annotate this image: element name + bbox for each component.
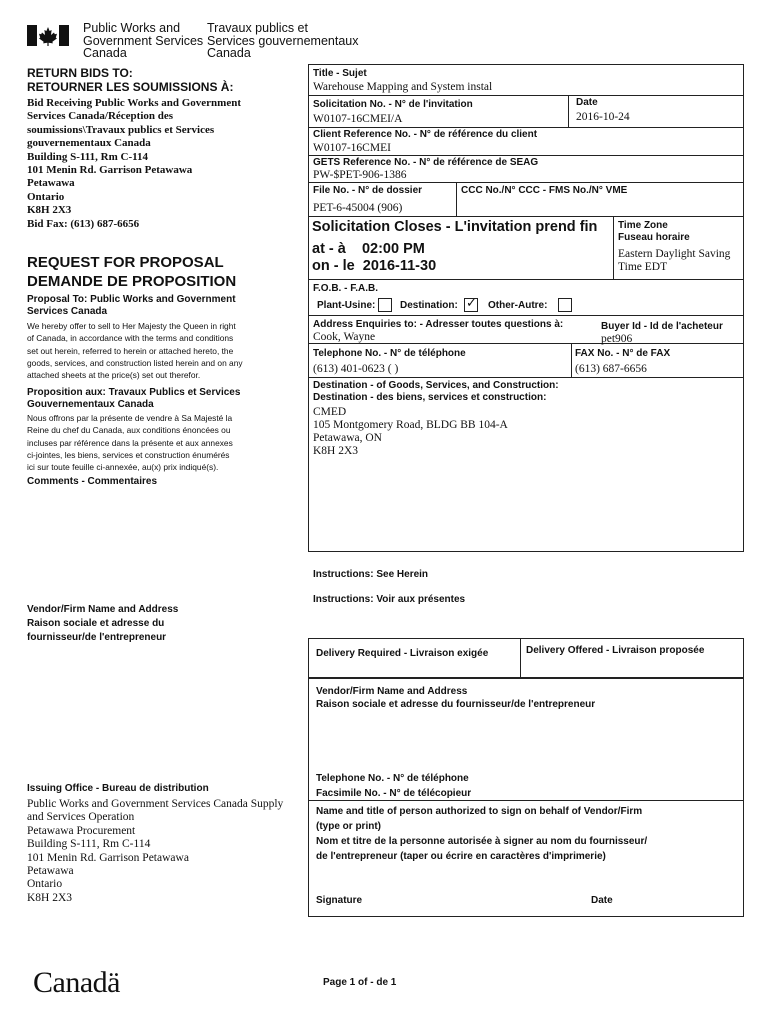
return-address-line: soumissions\Travaux publics et Services [27, 123, 215, 136]
offer-text-fr [27, 412, 233, 473]
return-bids-heading-en: RETURN BIDS TO: [27, 66, 133, 80]
proposal-to-label [27, 294, 236, 318]
client-ref-value: W0107-16CMEI [313, 142, 391, 154]
divider [308, 95, 743, 96]
other-checkbox[interactable] [558, 298, 572, 312]
department-name-en [83, 22, 203, 60]
divider [613, 216, 614, 279]
offer-text-en [27, 320, 243, 381]
plant-label: Plant-Usine: [317, 300, 376, 311]
dept-fr-line: Services gouvernementaux [207, 33, 359, 48]
timezone-value-line: Eastern Daylight Saving [618, 248, 731, 260]
fax-value: (613) 687-6656 [575, 363, 647, 375]
timezone-value-line: Time EDT [618, 261, 668, 273]
divider [308, 155, 743, 156]
destination-goods-label [313, 380, 559, 404]
date-value: 2016-10-24 [576, 111, 630, 123]
vendor-left-line: Vendor/Firm Name and Address [27, 604, 179, 615]
vendor-box-line: Vendor/Firm Name and Address [316, 686, 468, 697]
divider [571, 343, 572, 377]
vendor-telephone-label: Telephone No. - N° de téléphone [316, 773, 469, 784]
plant-checkbox[interactable] [378, 298, 392, 312]
issuing-address-line: K8H 2X3 [27, 891, 73, 904]
return-address-line: gouvernementaux Canada [27, 137, 151, 150]
dept-en-line: Canada [83, 46, 127, 60]
offer-text-line: Nous offrons par la présente de vendre à Sa Majesté la [27, 413, 233, 423]
dept-en-line: Public Works and [83, 21, 181, 35]
dept-en-line: Government Services [83, 33, 204, 48]
timezone-label-en: Time Zone [618, 220, 668, 231]
authorized-person-line: Name and title of person authorized to sign on behalf of Vendor/Firm [316, 806, 643, 817]
destination-checkbox[interactable] [464, 298, 478, 312]
divider [568, 95, 569, 127]
title-value: Warehouse Mapping and System instal [313, 81, 493, 93]
vendor-name-left-label [27, 603, 178, 645]
offer-text-line: ci-jointes, les biens, services et construction énumérés [27, 449, 230, 460]
proposal-to-line: Services Canada [27, 306, 108, 317]
vendor-facsimile-label: Facsimile No. - N° de télécopieur [316, 788, 472, 799]
file-label: File No. - N° de dossier [313, 185, 423, 196]
return-address-line: K8H 2X3 [27, 204, 72, 217]
vendor-phone-label [316, 771, 471, 801]
gets-label: GETS Reference No. - N° de référence de SEAG [313, 157, 539, 168]
authorized-person-line: Nom et titre de la personne autorisée à signer au nom du fournisseur/ [316, 836, 648, 847]
solicitation-value: W0107-16CMEI/A [313, 113, 403, 125]
fax-label: FAX No. - N° de FAX [575, 348, 671, 359]
offer-text-line: ici sur toute feuille ci-annexée, au(x) prix indiqué(s). [27, 462, 219, 473]
instructions-fr: Instructions: Voir aux présentes [313, 594, 466, 605]
return-address-line: Services Canada/Réception des [27, 110, 174, 123]
vendor-box-line: Raison sociale et adresse du fournisseur/de l'entrepreneur [316, 699, 596, 710]
divider [308, 800, 743, 801]
vendor-name-label [316, 685, 595, 711]
timezone-value [618, 248, 730, 274]
dept-fr-line: Canada [207, 46, 251, 60]
rfp-title-fr: DEMANDE DE PROPOSITION [27, 273, 237, 290]
dept-fr-line: Travaux publics et [207, 21, 308, 35]
divider [308, 127, 743, 128]
date-label: Date [576, 97, 598, 108]
rfp-title-en: REQUEST FOR PROPOSAL [27, 254, 224, 271]
destination-address-line: Petawawa, ON [313, 432, 382, 444]
offer-text-line: of Canada, in accordance with the terms and conditions [27, 333, 234, 344]
buyer-label: Buyer Id - Id de l'acheteur [601, 321, 723, 332]
delivery-required-label: Delivery Required - Livraison exigée [316, 648, 489, 659]
on-label: on - le [312, 258, 355, 274]
proposition-aux-line: Gouvernementaux Canada [27, 399, 154, 410]
return-address-line: Building S-111, Rm C-114 [27, 150, 149, 163]
offer-text-line: incluses par référence dans la présente et aux annexes [27, 437, 233, 448]
proposal-to-line: Proposal To: Public Works and Government [27, 294, 236, 305]
authorized-person-label [316, 804, 647, 864]
issuing-address-line: Public Works and Government Services Canada Supply [27, 798, 284, 810]
return-address-line: Bid Fax: (613) 687-6656 [27, 217, 140, 230]
offer-text-line: set out herein, referred to herein or attached hereto, the [27, 345, 234, 356]
divider [308, 279, 743, 280]
signature-date-label: Date [591, 895, 613, 906]
divider [308, 377, 743, 378]
offer-text-line: We hereby offer to sell to Her Majesty the Queen in right [27, 321, 236, 331]
vendor-left-line: fournisseur/de l'entrepreneur [27, 632, 167, 643]
return-bids-heading-fr: RETOURNER LES SOUMISSIONS À: [27, 80, 234, 94]
file-value: PET-6-45004 (906) [313, 202, 403, 214]
proposition-aux-line: Proposition aux: Travaux Publics et Services [27, 387, 241, 398]
address-enquiries-value: Cook, Wayne [313, 331, 376, 343]
destination-goods-label-fr: Destination - des biens, services et construction: [313, 392, 547, 403]
telephone-value: (613) 401-0623 ( ) [313, 363, 399, 375]
timezone-label-fr: Fuseau horaire [618, 232, 690, 243]
issuing-office-label: Issuing Office - Bureau de distribution [27, 783, 209, 794]
destination-goods-label-en: Destination - of Goods, Services, and Construction: [313, 380, 559, 391]
proposition-aux-label [27, 387, 240, 411]
address-enquiries-label: Address Enquiries to: - Adresser toutes questions à: [313, 319, 564, 330]
telephone-label: Telephone No. - N° de téléphone [313, 348, 466, 359]
destination-address-line: 105 Montgomery Road, BLDG BB 104-A [313, 419, 508, 431]
solicitation-label: Solicitation No. - N° de l'invitation [313, 99, 473, 110]
offer-text-line: goods, services, and construction listed herein and on any [27, 357, 243, 368]
fob-label: F.O.B. - F.A.B. [313, 283, 378, 294]
divider [308, 216, 743, 217]
divider [520, 638, 521, 678]
instructions-en: Instructions: See Herein [313, 569, 429, 580]
divider [308, 315, 743, 316]
at-label: at - à [312, 241, 346, 257]
return-address-line: 101 Menin Rd. Garrison Petawawa [27, 164, 193, 177]
issuing-address-line: Petawawa Procurement [27, 824, 136, 837]
closing-time [312, 241, 425, 258]
page-number: Page 1 of - de 1 [323, 977, 397, 988]
offer-text-line: attached sheets at the price(s) set out therefor. [27, 370, 201, 381]
buyer-value: pet906 [601, 333, 633, 345]
checkmark-icon: ✓ [466, 296, 477, 311]
return-address-line: Bid Receiving Public Works and Government [27, 97, 242, 109]
department-name-fr [207, 22, 358, 60]
return-bids-address [27, 97, 241, 231]
ccc-label: CCC No./N° CCC - FMS No./N° VME [461, 185, 628, 196]
closing-time-value: 02:00 PM [361, 241, 425, 257]
rfp-title [27, 253, 236, 291]
authorized-person-line: de l'entrepreneur (taper ou écrire en caractères d'imprimerie) [316, 851, 606, 862]
divider [308, 182, 743, 183]
delivery-offered-label: Delivery Offered - Livraison proposée [526, 645, 705, 656]
other-label: Other-Autre: [488, 300, 548, 311]
destination-address-line: CMED [313, 406, 347, 418]
closing-date [312, 258, 436, 275]
issuing-address-line: 101 Menin Rd. Garrison Petawawa [27, 851, 189, 864]
authorized-person-line: (type or print) [316, 821, 381, 832]
divider [456, 182, 457, 216]
comments-label: Comments - Commentaires [27, 476, 158, 487]
offer-text-line: Reine du chef du Canada, aux conditions énoncées ou [27, 425, 231, 436]
closing-date-value: 2016-11-30 [362, 258, 437, 274]
destination-address-line: K8H 2X3 [313, 445, 359, 457]
destination-address [313, 406, 508, 458]
closes-label: Solicitation Closes - L'invitation prend fin [312, 219, 598, 235]
client-ref-label: Client Reference No. - N° de référence du client [313, 129, 538, 140]
issuing-address-line: Ontario [27, 878, 63, 891]
issuing-address-line: Petawawa [27, 865, 74, 878]
issuing-address-line: Building S-111, Rm C-114 [27, 838, 151, 851]
gets-value: PW-$PET-906-1386 [313, 169, 407, 181]
timezone-label [618, 220, 690, 244]
issuing-office-address [27, 798, 283, 905]
return-bids-heading [27, 66, 233, 94]
signature-label: Signature [316, 895, 363, 906]
canada-flag-icon [27, 25, 69, 51]
issuing-address-line: and Services Operation [27, 811, 135, 824]
return-address-line: Petawawa [27, 177, 75, 190]
destination-label: Destination: [400, 300, 458, 311]
vendor-left-line: Raison sociale et adresse du [27, 618, 165, 629]
title-label: Title - Sujet [313, 68, 367, 79]
return-address-line: Ontario [27, 190, 65, 203]
canada-wordmark: Canadä [33, 966, 120, 999]
